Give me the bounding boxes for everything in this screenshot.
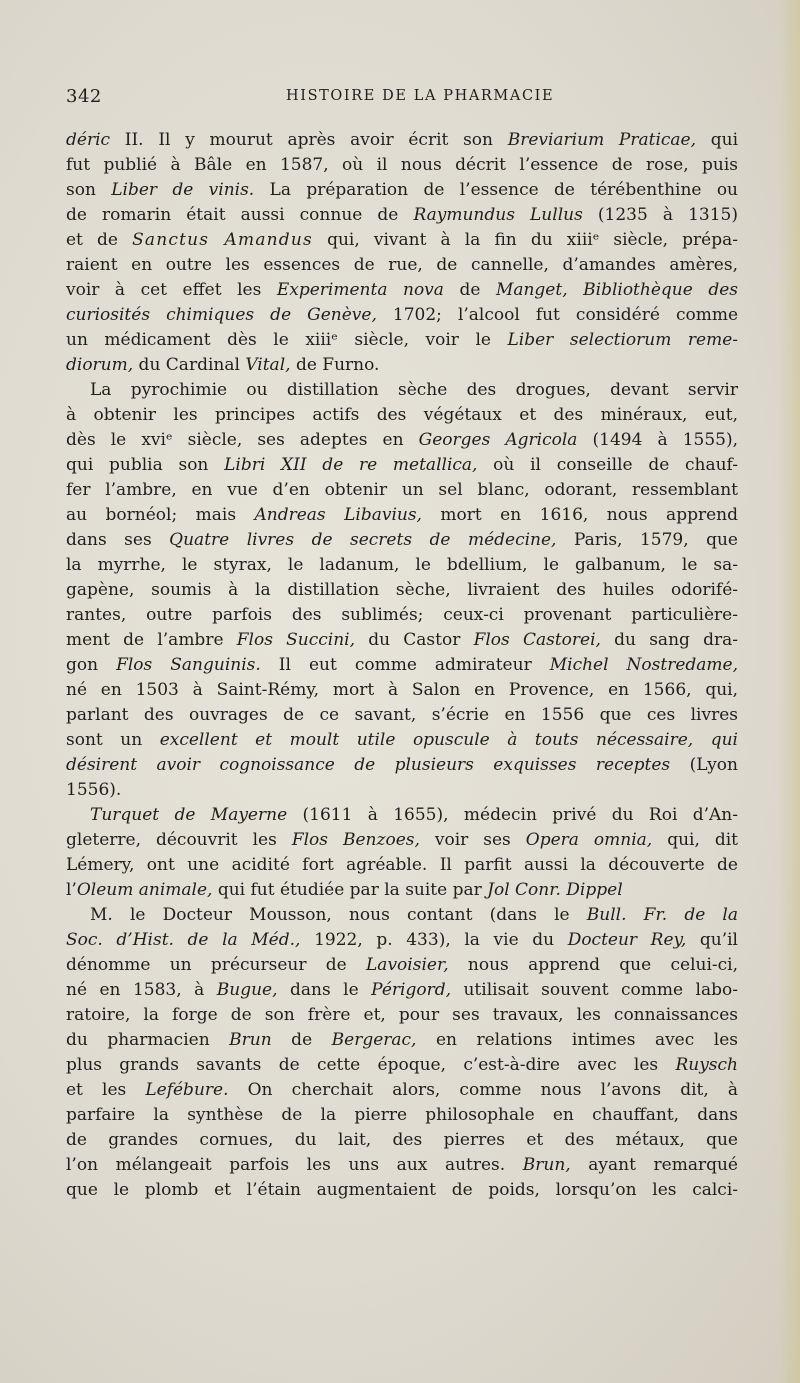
italic-text-segment: Raymundus Lullus <box>413 205 583 225</box>
text-segment: 1702; l’alcool fut considéré comme <box>376 305 738 325</box>
italic-text-segment: diorum, <box>66 355 134 375</box>
italic-text-segment: Oleum animale, <box>76 880 213 900</box>
text-segment: du Cardinal <box>133 355 246 375</box>
text-segment: parfaire la synthèse de la pierre philosophale en chauffant, dans <box>66 1105 738 1125</box>
text-segment: raient en outre les essences de rue, de cannelle, d’amandes amères, <box>66 255 738 275</box>
italic-text-segment: Lavoisier, <box>366 955 449 975</box>
italic-text-segment: déric <box>66 130 111 150</box>
text-segment: l’ <box>66 880 77 900</box>
text-segment: qui, dit <box>652 830 738 850</box>
text-line <box>66 403 738 428</box>
italic-text-segment: Bull. Fr. de la <box>586 905 738 925</box>
text-line <box>66 1178 738 1203</box>
text-line <box>66 853 738 878</box>
text-segment: (1611 à 1655), médecin privé du Roi d’An- <box>287 805 738 825</box>
italic-text-segment: Manget, Bibliothèque des <box>495 280 738 300</box>
italic-text-segment: Andreas Libavius, <box>254 505 422 525</box>
text-line <box>66 378 738 403</box>
text-line <box>66 828 738 853</box>
text-segment: dès le xviᵉ siècle, ses adeptes en <box>66 430 419 450</box>
text-segment: mort en 1616, nous apprend <box>421 505 738 525</box>
italic-text-segment: Libri XII de re metallica, <box>224 455 478 475</box>
text-segment: son <box>66 180 112 200</box>
italic-text-segment: Turquet de Mayerne <box>90 805 288 825</box>
text-segment: ment de l’ambre <box>66 630 237 650</box>
italic-text-segment: Bergerac, <box>331 1030 417 1050</box>
text-segment: de Furno. <box>290 355 380 375</box>
italic-text-segment: Bugue, <box>216 980 278 1000</box>
text-line <box>66 778 738 803</box>
text-segment: Paris, 1579, que <box>556 530 738 550</box>
text-segment: parlant des ouvrages de ce savant, s’écrie en 1556 que ces livres <box>66 705 738 725</box>
text-line <box>66 1128 738 1153</box>
text-segment: qui fut étudiée par la suite par <box>212 880 488 900</box>
italic-text-segment: Ruysch <box>675 1055 738 1075</box>
page-header <box>66 86 736 110</box>
text-segment: et de <box>66 230 133 250</box>
italic-text-segment: Flos Succini, <box>236 630 356 650</box>
italic-text-segment: Liber de vinis. <box>111 180 255 200</box>
text-line <box>66 728 738 753</box>
text-segment: que le plomb et l’étain augmentaient de poids, lorsqu’on les calci- <box>66 1180 738 1200</box>
text-segment: qui, vivant à la fin du xiiiᵉ siècle, prépa- <box>312 230 738 250</box>
text-segment: On cherchait alors, comme nous l’avons dit, à <box>228 1080 738 1100</box>
italic-text-segment: Flos Sanguinis. <box>116 655 261 675</box>
italic-text-segment: Flos Castorei, <box>473 630 601 650</box>
text-line <box>66 478 738 503</box>
text-line <box>66 578 738 603</box>
page-number: 342 <box>66 86 102 107</box>
text-segment: utilisait souvent comme labo- <box>451 980 738 1000</box>
text-line <box>66 153 738 178</box>
text-segment: en relations intimes avec les <box>416 1030 738 1050</box>
text-segment: de grandes cornues, du lait, des pierres et des métaux, que <box>66 1130 738 1150</box>
text-segment: gon <box>66 655 117 675</box>
text-line <box>66 1078 738 1103</box>
text-segment: à obtenir les principes actifs des végétaux et des minéraux, eut, <box>66 405 738 425</box>
italic-text-segment: Quatre livres de secrets de médecine, <box>169 530 557 550</box>
text-segment: où il conseille de chauf- <box>477 455 738 475</box>
italic-text-segment: Jol Conr. Dippel <box>487 880 623 900</box>
text-segment: de romarin était aussi connue de <box>66 205 414 225</box>
text-segment: du pharmacien <box>66 1030 230 1050</box>
italic-text-segment: Georges Agricola <box>418 430 578 450</box>
text-segment: 1556). <box>66 780 122 800</box>
italic-text-segment: Sanctus Amandus <box>132 230 313 250</box>
text-segment: fer l’ambre, en vue d’en obtenir un sel blanc, odorant, ressemblant <box>66 480 738 500</box>
italic-text-segment: désirent avoir cognoissance de plusieurs exquisses receptes <box>66 755 671 775</box>
text-line <box>66 903 738 928</box>
text-segment: plus grands savants de cette époque, c’est-à-dire avec les <box>66 1055 676 1075</box>
text-segment: II. Il y mourut après avoir écrit son <box>110 130 508 150</box>
italic-text-segment: Breviarium Praticae, <box>507 130 697 150</box>
italic-text-segment: Brun <box>229 1030 272 1050</box>
page-edge-shadow <box>778 0 800 1383</box>
text-line <box>66 928 738 953</box>
text-segment: l’on mélangeait parfois les uns aux autres. <box>66 1155 523 1175</box>
text-segment: dans ses <box>66 530 170 550</box>
text-segment: né en 1503 à Saint-Rémy, mort à Salon en Provence, en 1566, qui, <box>66 680 738 700</box>
text-segment: au bornéol; mais <box>66 505 255 525</box>
text-segment: Lémery, ont une acidité fort agréable. Il parfit aussi la découverte de <box>66 855 738 875</box>
text-segment: de <box>443 280 496 300</box>
text-line <box>66 203 738 228</box>
text-line <box>66 253 738 278</box>
italic-text-segment: Opera omnia, <box>525 830 653 850</box>
text-line <box>66 678 738 703</box>
text-line <box>66 703 738 728</box>
text-line <box>66 628 738 653</box>
text-segment: voir ses <box>419 830 526 850</box>
text-segment: qui <box>696 130 738 150</box>
text-segment: fut publié à Bâle en 1587, où il nous décrit l’essence de rose, puis <box>66 155 738 175</box>
italic-text-segment: Docteur Rey, <box>567 930 687 950</box>
text-segment: 1922, p. 433), la vie du <box>300 930 568 950</box>
text-line <box>66 603 738 628</box>
text-segment: du Castor <box>355 630 474 650</box>
text-segment: dénomme un précurseur de <box>66 955 367 975</box>
text-segment: M. le Docteur Mousson, nous contant (dans le <box>90 905 587 925</box>
text-line <box>66 1153 738 1178</box>
italic-text-segment: curiosités chimiques de Genève, <box>66 305 377 325</box>
text-segment: et les <box>66 1080 146 1100</box>
text-segment: (1235 à 1315) <box>582 205 738 225</box>
text-line <box>66 1003 738 1028</box>
text-line <box>66 878 738 903</box>
italic-text-segment: Flos Benzoes, <box>291 830 420 850</box>
text-segment: ratoire, la forge de son frère et, pour ses travaux, les connaissances <box>66 1005 738 1025</box>
italic-text-segment: excellent et moult utile opuscule à touts nécessaire, qui <box>159 730 738 750</box>
text-segment: nous apprend que celui-ci, <box>448 955 738 975</box>
text-segment: gapène, soumis à la distillation sèche, livraient des huiles odorifé- <box>66 580 738 600</box>
italic-text-segment: Brun, <box>522 1155 571 1175</box>
italic-text-segment: Experimenta nova <box>276 280 444 300</box>
text-segment: voir à cet effet les <box>66 280 277 300</box>
text-segment: La préparation de l’essence de térébenthine ou <box>254 180 738 200</box>
text-segment: du sang dra- <box>600 630 738 650</box>
text-segment: Il eut comme admirateur <box>260 655 550 675</box>
text-segment: un médicament dès le xiiiᵉ siècle, voir le <box>66 330 508 350</box>
text-segment: La pyrochimie ou distillation sèche des drogues, devant servir <box>90 380 738 400</box>
italic-text-segment: Soc. d’Hist. de la Méd., <box>66 930 301 950</box>
text-segment: né en 1583, à <box>66 980 217 1000</box>
text-segment: qu’il <box>686 930 738 950</box>
italic-text-segment: Liber selectiorum reme- <box>507 330 738 350</box>
text-segment: sont un <box>66 730 160 750</box>
text-segment: la myrrhe, le styrax, le ladanum, le bdellium, le galbanum, le sa- <box>66 555 738 575</box>
text-line <box>66 528 738 553</box>
text-line <box>66 328 738 353</box>
text-line <box>66 353 738 378</box>
text-line <box>66 553 738 578</box>
text-line <box>66 1103 738 1128</box>
running-head: HISTOIRE DE LA PHARMACIE <box>286 88 555 104</box>
text-line <box>66 503 738 528</box>
text-segment: rantes, outre parfois des sublimés; ceux-ci provenant particulière- <box>66 605 738 625</box>
text-line <box>66 978 738 1003</box>
text-segment: gleterre, découvrit les <box>66 830 292 850</box>
text-segment: de <box>271 1030 332 1050</box>
text-segment: (Lyon <box>670 755 738 775</box>
italic-text-segment: Vital, <box>245 355 291 375</box>
text-segment: (1494 à 1555), <box>577 430 738 450</box>
text-line <box>66 178 738 203</box>
text-line <box>66 1028 738 1053</box>
text-line <box>66 303 738 328</box>
text-line <box>66 1053 738 1078</box>
text-line <box>66 803 738 828</box>
text-segment: dans le <box>277 980 372 1000</box>
text-line <box>66 128 738 153</box>
text-line <box>66 653 738 678</box>
text-line <box>66 453 738 478</box>
text-line <box>66 228 738 253</box>
text-segment: qui publia son <box>66 455 225 475</box>
text-line <box>66 428 738 453</box>
text-segment: ayant remarqué <box>570 1155 738 1175</box>
body-text <box>66 128 738 1203</box>
text-line <box>66 953 738 978</box>
italic-text-segment: Périgord, <box>371 980 451 1000</box>
italic-text-segment: Lefébure. <box>145 1080 229 1100</box>
italic-text-segment: Michel Nostredame, <box>549 655 738 675</box>
text-line <box>66 278 738 303</box>
text-line <box>66 753 738 778</box>
